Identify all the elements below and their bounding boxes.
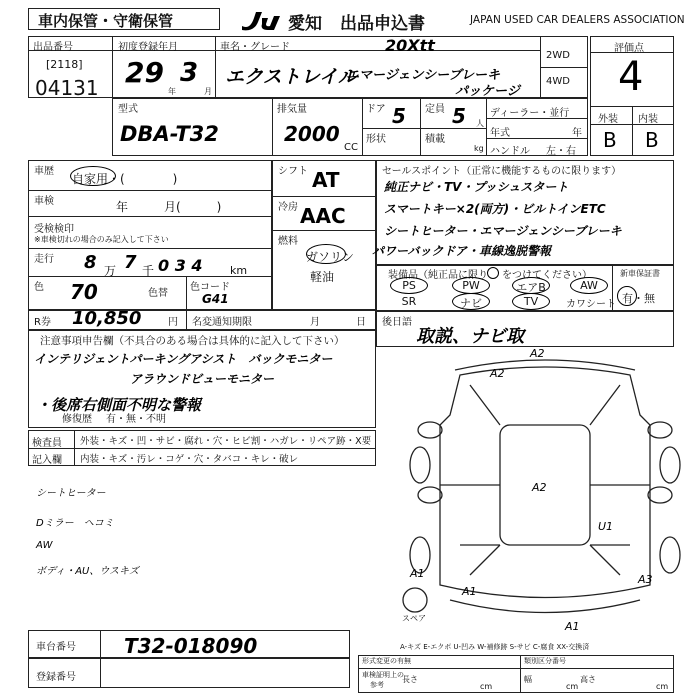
reg-label: 登録番号 — [36, 672, 76, 683]
mileage-man-unit: 万 — [104, 264, 117, 278]
length-cm: cm — [480, 682, 493, 691]
persons-unit: 人 — [476, 119, 484, 128]
org-name: 愛知 — [288, 14, 322, 34]
warranty-circle — [617, 286, 637, 306]
recycle-yen: 円 — [168, 317, 178, 328]
inspector-note-3: AW — [36, 540, 53, 551]
mileage-rest: 0 3 4 — [158, 256, 203, 275]
shape-label: 形状 — [366, 134, 386, 145]
reg-cert-size-label: 車検証明上の — [362, 671, 404, 679]
equipment-item-row1-0: PS — [402, 279, 416, 292]
grade-handwritten: 20Xtt — [385, 36, 435, 55]
damage-mark-rear-left: A1 — [410, 567, 425, 580]
width-cm: cm — [566, 682, 579, 691]
displacement-label: 排気量 — [277, 104, 307, 115]
score-label: 評価点 — [614, 43, 644, 54]
color-label: 色 — [34, 282, 44, 293]
equipment-item-row2-2: TV — [523, 295, 539, 308]
equipment-item-row1-2: エアB — [516, 281, 546, 294]
attention-line-2: アラウンドビューモニター — [130, 372, 275, 386]
mileage-sen-unit: 千 — [142, 264, 155, 278]
equipment-item-row2-1: ナビ — [460, 297, 482, 310]
equipment-circle-row1-0 — [390, 277, 428, 294]
ac-value: AAC — [300, 204, 346, 228]
form-title: 出品申込書 — [340, 14, 425, 34]
interior-checklist: 内装・キズ・汚レ・コゲ・穴・タバコ・キレ・破レ — [80, 454, 299, 465]
equipment-item-row2-3: カワシート — [566, 299, 616, 310]
capacity-value: 5 — [452, 104, 466, 128]
color-replace-label: 色替 — [148, 288, 168, 299]
equipment-mark-circle — [487, 267, 499, 279]
chassis-label: 車台番号 — [36, 642, 76, 653]
chassis-value: T32-018090 — [124, 634, 258, 658]
recycle-label: R券 — [34, 317, 51, 328]
equipment-circle-row1-3 — [570, 277, 608, 294]
sales-points-label: セールスポイント（正常に機能するものに限ります） — [382, 166, 622, 177]
fuel-label: 燃料 — [278, 236, 298, 247]
damage-mark-right: U1 — [598, 520, 614, 533]
damage-mark-top: A2 — [530, 347, 545, 360]
damage-mark-rear-left-2: A1 — [462, 585, 477, 598]
model-year-unit: 年 — [572, 128, 582, 139]
model-grade-label: 車名・グレード — [220, 42, 290, 53]
model-name-handwritten: エクストレイル — [225, 66, 357, 88]
name-change-month: 月 — [310, 317, 320, 328]
ac-label: 冷房 — [278, 202, 298, 213]
interior-label: 内装 — [638, 114, 658, 125]
inspector-note-4: ボディ・AU、ウスキズ — [36, 566, 139, 577]
reg-row — [28, 658, 350, 688]
usage-label: 車歴 — [34, 166, 54, 177]
name-change-label: 名変通知期限 — [192, 317, 252, 328]
equipment-circle-row1-1 — [452, 277, 490, 294]
shift-label: シフト — [278, 166, 308, 177]
inspector-note-1: シートヒーター — [36, 488, 106, 499]
usage-circle — [70, 166, 116, 186]
type-value: DBA-T32 — [120, 122, 219, 146]
rear-note-value: 取説、ナビ取 — [416, 326, 524, 347]
color-code-value: G41 — [202, 292, 229, 306]
reception-note: ※車検切れの場合のみ記入して下さい — [34, 235, 169, 244]
drive-2wd: 2WD — [546, 50, 570, 61]
ju-logo — [238, 8, 286, 32]
entry-label: 記入欄 — [32, 455, 62, 466]
car-diagram — [400, 345, 690, 635]
month-unit: 月 — [204, 87, 212, 96]
doors-value: 5 — [392, 104, 406, 128]
reg-year: 29 — [125, 56, 164, 89]
first-reg-label: 初度登録年月 — [118, 42, 178, 53]
capacity-label: 定員 — [425, 104, 445, 115]
equipment-mark-label: をつけてください） — [502, 270, 592, 281]
load-label: 積載 — [425, 134, 445, 145]
association-name: JAPAN USED CAR DEALERS ASSOCIATION — [470, 14, 685, 26]
damage-mark-bottom: A1 — [565, 620, 580, 633]
lot-prefix: [2118] — [46, 58, 83, 71]
equipment-circle-row1-2 — [512, 277, 550, 294]
equipment-circle-row2-2 — [512, 293, 550, 310]
color-code-label: 色コード — [190, 282, 230, 293]
class-change-label: 類別区分番号 — [524, 657, 566, 665]
color-value: 70 — [70, 280, 98, 304]
height-cm: cm — [656, 682, 669, 691]
damage-legend: A-キズ E-エクボ U-凹み W-補修跡 S-サビ C-腐食 XX-交換済 — [400, 643, 590, 651]
warranty-options: 有・無 — [622, 292, 655, 305]
displacement-value: 2000 — [284, 122, 340, 146]
spare-label: スペア — [402, 614, 426, 623]
shift-value: AT — [312, 168, 340, 192]
reg-month: 3 — [180, 58, 199, 88]
equipment-item-row1-1: PW — [462, 279, 480, 292]
usage-line: 自家用・( ) — [72, 172, 178, 186]
sales-point-2: スマートキー×2(両方)・ビルトインETC — [384, 202, 606, 216]
repair-options: 有・無・不明 — [106, 414, 166, 425]
type-label: 型式 — [118, 104, 138, 115]
mileage-label: 走行 — [34, 254, 54, 265]
repair-label: 修復歴 — [62, 414, 92, 425]
damage-mark-roof: A2 — [532, 481, 547, 494]
form-type-change-label: 形式変更の有無 — [362, 657, 411, 665]
sales-point-3: シートヒーター・エマージェンシーブレーキ — [384, 224, 622, 238]
attention-line-3: ・後席右側面不明な警報 — [36, 396, 202, 414]
rear-note-label: 後日語 — [382, 317, 412, 328]
km-unit: km — [230, 264, 248, 277]
score-value: 4 — [618, 54, 644, 100]
doors-label: ドア — [366, 104, 386, 115]
handle-options: 左・右 — [546, 146, 576, 157]
handle-label: ハンドル — [490, 146, 530, 157]
ju-logo-icon — [238, 8, 286, 32]
model-year-label: 年式 — [490, 128, 510, 139]
fuel-diesel: 軽油 — [310, 270, 335, 284]
mileage-sen: 7 — [124, 252, 137, 273]
inspection-label: 車検 — [34, 196, 54, 207]
attention-label: 注意事項申告欄（不具合のある場合は具体的に記入して下さい） — [40, 335, 345, 347]
exterior-checklist: 外装・キズ・凹・サビ・腐れ・穴・ヒビ割・ハガレ・リペア跡・X要 — [80, 436, 372, 447]
grade-package-line2: パッケージ — [455, 84, 520, 99]
equipment-circle-row2-1 — [452, 293, 490, 310]
cc-unit: CC — [344, 142, 358, 153]
inspection-line: 年 月( ) — [116, 200, 222, 214]
drive-4wd: 4WD — [546, 76, 570, 87]
dealer-label: ディーラー・並行 — [490, 108, 570, 119]
equipment-label: 装備品（純正品に限り — [388, 270, 488, 281]
recycle-amount: 10,850 — [72, 308, 142, 329]
storage-note: 車内保管・守衛保管 — [38, 12, 174, 30]
exterior-grade: B — [603, 128, 617, 152]
damage-mark-rear-right: A3 — [638, 573, 653, 586]
sales-point-4: パワーバックドア・車線逸脱警報 — [372, 244, 552, 258]
damage-mark-front-left: A2 — [490, 367, 505, 380]
ref-label: 参考 — [370, 681, 384, 689]
height-label: 高さ — [580, 675, 596, 684]
lot-number: 04131 — [35, 76, 99, 100]
equipment-item-row1-3: AW — [580, 279, 598, 292]
attention-line-1: インテリジェントパーキングアシスト バックモニター — [34, 352, 333, 366]
reception-label: 受検検印 — [34, 224, 74, 235]
width-label: 幅 — [524, 675, 532, 684]
exterior-label: 外装 — [598, 114, 618, 125]
mileage-man: 8 — [84, 252, 97, 273]
inspector-label: 検査員 — [32, 438, 62, 449]
warranty-label: 新車保証書 — [620, 269, 660, 278]
sales-point-1: 純正ナビ・TV・プッシュスタート — [384, 180, 569, 194]
year-unit: 年 — [168, 87, 176, 96]
length-label: 長さ — [402, 675, 418, 684]
fuel-circle — [306, 244, 346, 264]
equipment-item-row2-0: SR — [401, 295, 417, 308]
lot-no-label: 出品番号 — [33, 42, 73, 53]
fuel-gasoline: ガソリン — [306, 250, 355, 264]
name-change-day: 日 — [356, 317, 366, 328]
inspector-note-2: Dミラー ヘコミ — [36, 518, 114, 529]
grade-package-handwritten: エマージェンシーブレーキ — [346, 68, 500, 83]
interior-grade: B — [645, 128, 659, 152]
kg-unit: kg — [474, 144, 484, 153]
